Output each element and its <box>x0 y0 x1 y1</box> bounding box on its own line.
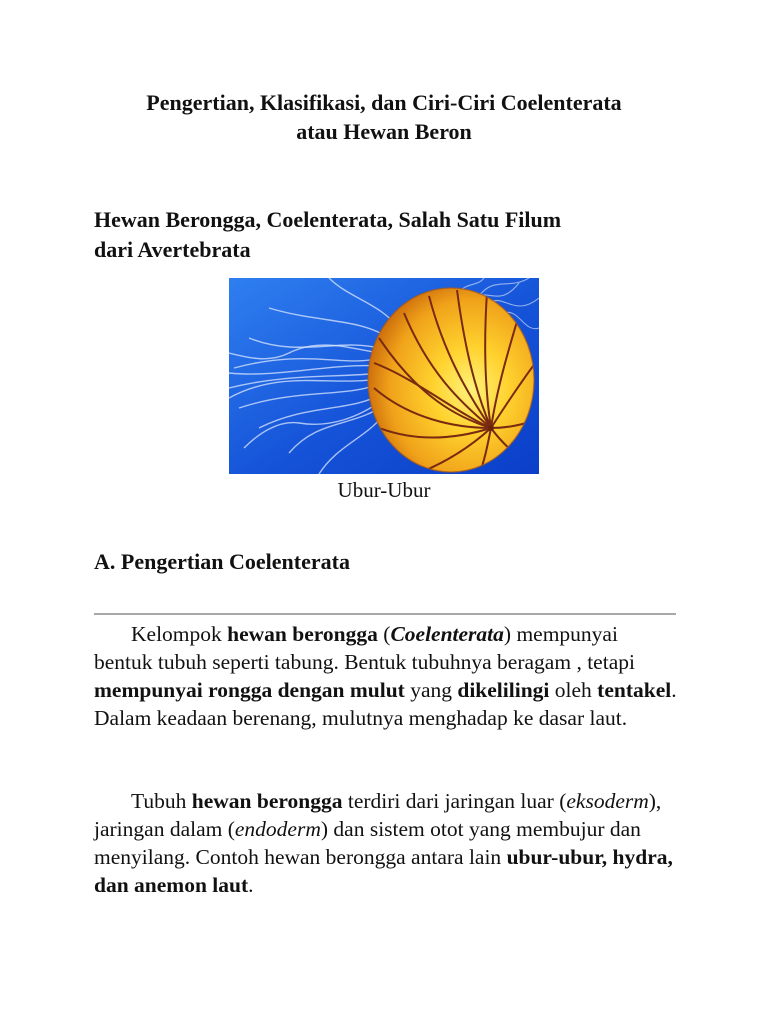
title-line-2: atau Hewan Beron <box>296 119 472 144</box>
p1-text-3: ) mempunyai bentuk tubuh seperti tabung. Bentuk tubuhnya beragam , tetapi <box>94 622 635 674</box>
title-line-1: Pengertian, Klasifikasi, dan Ciri-Ciri Coelenterata <box>146 90 622 115</box>
p2-bold-2: ubur-ubur, hydra, dan anemon laut <box>94 845 673 897</box>
p1-text-5: oleh <box>549 678 598 702</box>
paragraph-2 <box>94 787 678 899</box>
p1-bold-3: dikelilingi <box>457 678 550 702</box>
p1-text-4: yang <box>404 678 458 702</box>
subtitle-line-2: dari Avertebrata <box>94 237 251 262</box>
p1-bold-2: mempunyai rongga dengan mulut <box>94 678 405 702</box>
jellyfish-photo <box>229 278 539 474</box>
p2-text-2: terdiri dari jaringan luar ( <box>342 789 567 813</box>
p1-bold-italic-1: Coelenterata <box>390 622 504 646</box>
p2-bold-1: hewan berongga <box>191 789 343 813</box>
document-subtitle <box>94 205 694 265</box>
section-heading: A. Pengertian Coelenterata <box>94 549 350 574</box>
p1-bold-4: tentakel <box>597 678 672 702</box>
document-title <box>60 88 708 146</box>
p2-text-4: ) dan sistem otot yang membujur dan menyilang. Contoh hewan berongga antara lain <box>94 817 641 869</box>
p2-text-1: Tubuh <box>131 789 192 813</box>
p2-italic-1: eksoderm <box>566 789 649 813</box>
p1-text-1: Kelompok <box>131 622 228 646</box>
subtitle-line-1: Hewan Berongga, Coelenterata, Salah Satu Filum <box>94 207 562 232</box>
p1-bold-1: hewan berongga <box>227 622 378 646</box>
divider-line <box>94 613 676 615</box>
p2-text-5: . <box>248 873 254 897</box>
p1-text-6: . Dalam keadaan berenang, mulutnya menghadap ke dasar laut. <box>94 678 677 730</box>
paragraph-1 <box>94 620 678 732</box>
image-caption: Ubur-Ubur <box>337 478 431 502</box>
p2-italic-2: endoderm <box>234 817 321 841</box>
p2-text-3: ), jaringan dalam ( <box>94 789 662 841</box>
p1-text-2: ( <box>377 622 391 646</box>
